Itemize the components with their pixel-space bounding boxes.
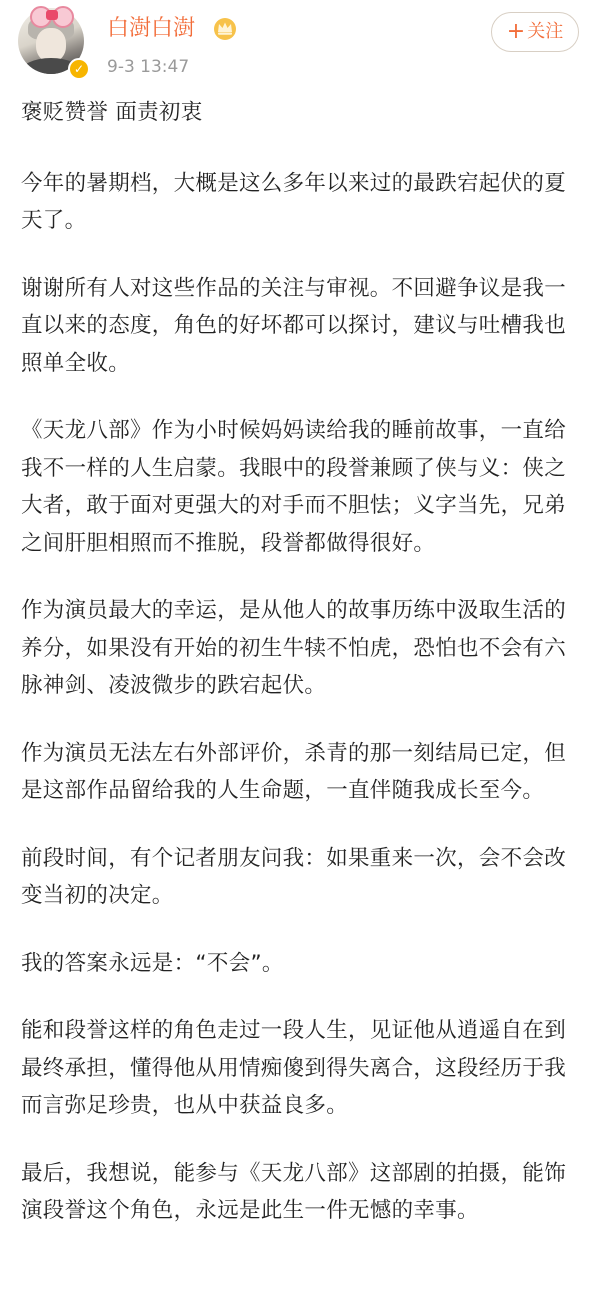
- post-paragraph: 最后，我想说，能参与《天龙八部》这部剧的拍摄，能饰演段誉这个角色，永远是此生一件无憾的幸事。: [21, 1160, 567, 1223]
- post-paragraph: 作为演员最大的幸运，是从他人的故事历练中汲取生活的养分，如果没有开始的初生牛犊不怕虎，恐怕也不会有六脉神剑、凌波微步的跌宕起伏。: [21, 598, 567, 698]
- follow-button[interactable]: [491, 12, 579, 52]
- post-paragraph: 前段时间，有个记者朋友问我：如果重来一次，会不会改变当初的决定。: [21, 845, 567, 908]
- username[interactable]: 白澍白澍: [107, 16, 196, 41]
- avatar-frame-mouse-ears-icon: [30, 6, 74, 28]
- post-paragraph: 作为演员无法左右外部评价，杀青的那一刻结局已定，但是这部作品留给我的人生命题，一直伴随我成长至今。: [21, 740, 567, 803]
- plus-icon: +: [506, 19, 526, 44]
- post-paragraph: 我的答案永远是：“不会”。: [21, 950, 284, 976]
- post-paragraph: 能和段誉这样的角色走过一段人生，见证他从逍遥自在到最终承担，懂得他从用情痴傻到得失离合，这段经历于我而言弥足珍贵，也从中获益良多。: [21, 1018, 567, 1118]
- post-paragraph: 《天龙八部》作为小时候妈妈读给我的睡前故事，一直给我不一样的人生启蒙。我眼中的段誉兼顾了侠与义：侠之大者，敢于面对更强大的对手而不胆怯；义字当先，兄弟之间肝胆相照而不推脱，段誉都做得很好。: [21, 418, 567, 556]
- post-title: 褒贬赞誉 面责初衷: [21, 100, 203, 125]
- post-paragraph: 今年的暑期档，大概是这么多年以来过的最跌宕起伏的夏天了。: [21, 170, 567, 233]
- follow-button-label: 关注: [527, 21, 564, 42]
- avatar[interactable]: [18, 8, 84, 74]
- post-body: [21, 94, 581, 1260]
- verified-check-icon: ✓: [68, 58, 90, 80]
- post-paragraph: 谢谢所有人对这些作品的关注与审视。不回避争议是我一直以来的态度，角色的好坏都可以探讨，建议与吐槽我也照单全收。: [21, 275, 567, 376]
- post-timestamp: 9-3 13:47: [107, 57, 190, 77]
- post-header: [0, 0, 602, 90]
- crown-icon: [212, 16, 238, 40]
